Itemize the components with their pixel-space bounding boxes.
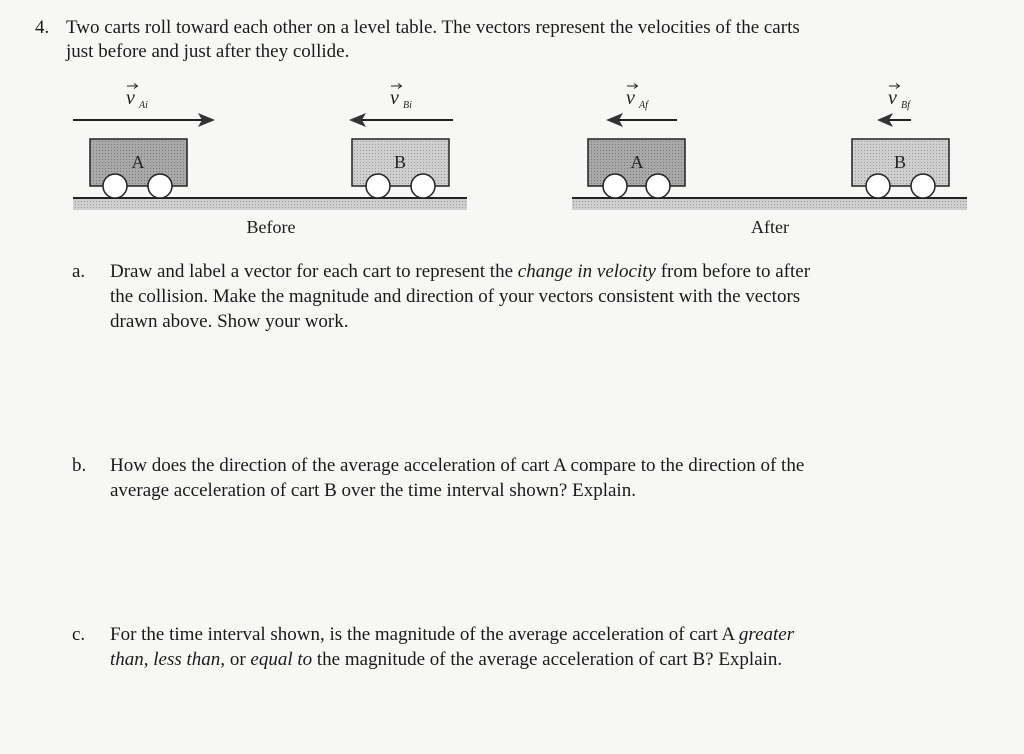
part-c-emphasis: than, less than,: [110, 649, 226, 670]
cart-a-label-before: A: [131, 152, 145, 172]
svg-text:Ai: Ai: [139, 100, 148, 111]
question-number: 4.: [35, 17, 50, 38]
vector-label-v-ai: [126, 84, 148, 112]
vector-arrow-v-bi: [349, 113, 453, 127]
table-before: [73, 198, 467, 210]
part-a-line-2: the collision. Make the magnitude and direction of your vectors consistent with the vectors: [110, 286, 801, 307]
cart-b-label-after: B: [893, 152, 907, 172]
svg-text:v: v: [390, 87, 399, 109]
part-a-label: a.: [72, 261, 86, 282]
part-c-line-1: [110, 622, 794, 647]
after-caption: After: [751, 217, 789, 237]
svg-text:Af: Af: [639, 100, 648, 111]
svg-text:Bf: Bf: [901, 100, 910, 111]
svg-text:v: v: [888, 87, 897, 109]
part-a-text: Draw and label a vector for each cart to represent the: [110, 261, 518, 282]
vector-arrow-v-af: [606, 113, 677, 127]
svg-text:v: v: [626, 87, 635, 109]
part-c-text: the magnitude of the average acceleration of cart B? Explain.: [312, 649, 783, 670]
part-b-line-1: How does the direction of the average acceleration of cart A compare to the direction of the: [110, 455, 805, 476]
vector-label-v-bi: [390, 84, 412, 112]
before-caption: Before: [246, 217, 296, 237]
question-text-line-1: Two carts roll toward each other on a level table. The vectors represent the velocities of the carts: [66, 17, 800, 38]
svg-text:v: v: [126, 87, 135, 109]
table-after: [572, 198, 967, 210]
part-c-label: c.: [72, 624, 86, 645]
part-c-emphasis: greater: [738, 624, 795, 645]
part-a-text: from before to after: [655, 261, 811, 282]
part-a-emphasis: change in velocity: [517, 261, 656, 282]
question-text-line-2: just before and just after they collide.: [66, 41, 350, 62]
cart-a-label-after: A: [630, 152, 644, 172]
part-a-line-3: drawn above. Show your work.: [110, 311, 349, 332]
part-c-text: For the time interval shown, is the magnitude of the average acceleration of cart A: [110, 624, 739, 645]
part-c-line-2: [110, 647, 782, 672]
part-b-label: b.: [72, 455, 87, 476]
part-c-text: or: [225, 649, 251, 670]
vector-label-v-af: [626, 84, 649, 112]
vector-label-v-bf: [888, 84, 911, 112]
cart-b-label-before: B: [393, 152, 407, 172]
part-b-line-2: average acceleration of cart B over the time interval shown? Explain.: [110, 480, 636, 501]
part-a-line-1: [110, 259, 810, 284]
vector-arrow-v-ai: [73, 113, 215, 127]
part-c-emphasis: equal to: [250, 649, 313, 670]
vector-arrow-v-bf: [877, 113, 911, 127]
svg-text:Bi: Bi: [403, 100, 412, 111]
